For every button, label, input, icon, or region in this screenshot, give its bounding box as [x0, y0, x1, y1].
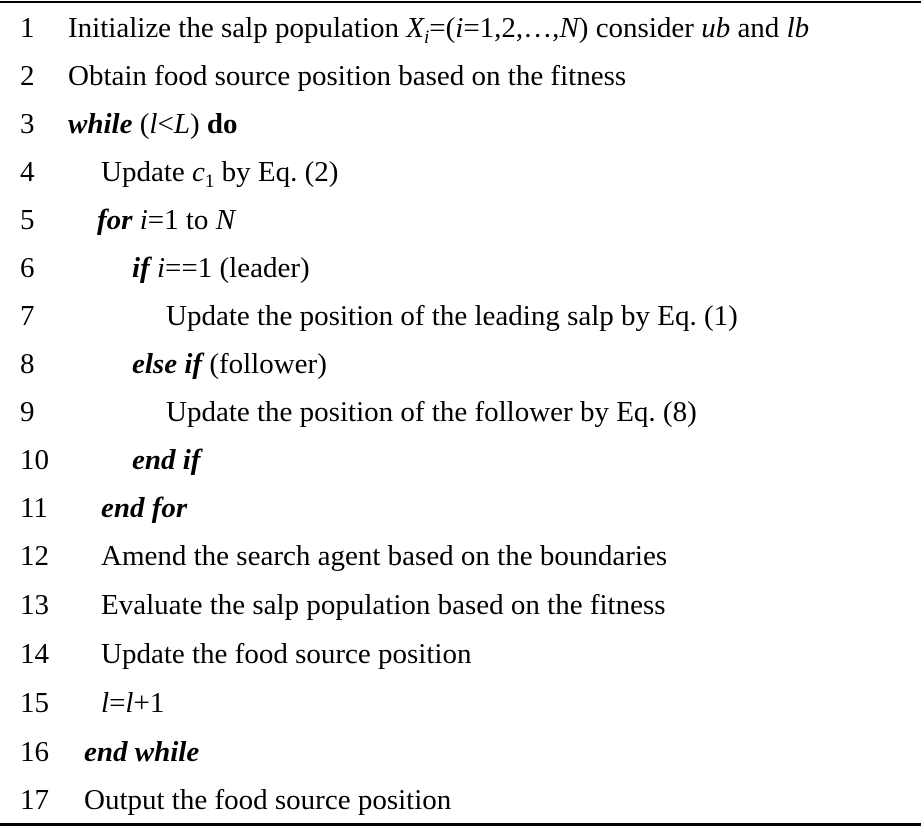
variable-i: i — [156, 252, 166, 284]
line-number: 10 — [20, 444, 49, 476]
operator: < — [157, 108, 174, 140]
top-rule — [0, 1, 921, 3]
subscript-i: i — [423, 27, 430, 48]
line-code — [132, 244, 310, 292]
code-text: ) — [189, 108, 207, 140]
keyword-else-if: else if — [132, 348, 203, 380]
code-text: =( — [429, 12, 456, 44]
line-code — [68, 4, 809, 52]
line-code — [101, 679, 164, 727]
keyword-for: for — [97, 204, 133, 236]
line-code — [132, 340, 327, 388]
line-number: 4 — [20, 156, 35, 188]
algorithm-line-14 — [0, 630, 921, 678]
line-number: 2 — [20, 60, 35, 92]
algorithm-line-5 — [0, 196, 921, 244]
code-text: =1,2,…, — [463, 12, 560, 44]
line-code: Obtain food source position based on the fitness — [68, 60, 627, 92]
algorithm-line-7 — [0, 292, 921, 340]
line-code: Amend the search agent based on the boundaries — [101, 540, 668, 572]
bottom-rule — [0, 823, 921, 826]
line-code — [68, 100, 238, 148]
variable-l: l — [149, 108, 158, 140]
code-text: ==1 (leader) — [165, 252, 310, 284]
keyword-do: do — [206, 108, 238, 140]
variable-n: N — [215, 204, 236, 236]
algorithm-line-1 — [0, 4, 921, 52]
code-text: +1 — [133, 687, 165, 719]
code-text: ) consider — [578, 12, 702, 44]
code-text — [150, 252, 157, 284]
line-code: Update the position of the follower by Eq. (8) — [166, 396, 697, 428]
line-number: 12 — [20, 540, 49, 572]
line-code — [97, 196, 235, 244]
code-text: Update — [101, 156, 192, 188]
algorithm-line-17 — [0, 776, 921, 824]
code-text: =1 to — [147, 204, 216, 236]
algorithm-line-2 — [0, 52, 921, 100]
variable-l: l — [125, 687, 134, 719]
keyword-end-for: end for — [101, 492, 188, 524]
line-number: 17 — [20, 784, 49, 816]
line-code — [101, 148, 338, 196]
line-number: 5 — [20, 204, 35, 236]
line-code: Output the food source position — [84, 784, 452, 816]
variable-ub: ub — [701, 12, 731, 44]
keyword-if: if — [132, 252, 150, 284]
line-number: 9 — [20, 396, 35, 428]
line-code: Update the position of the leading salp by Eq. (1) — [166, 300, 738, 332]
code-text: = — [109, 687, 126, 719]
line-number: 14 — [20, 638, 49, 670]
variable-L: L — [173, 108, 190, 140]
line-number: 16 — [20, 736, 49, 768]
code-text: and — [730, 12, 787, 44]
code-text: ( — [132, 108, 150, 140]
algorithm-line-4 — [0, 148, 921, 196]
keyword-end-while: end while — [84, 736, 200, 768]
variable-lb: lb — [786, 12, 810, 44]
variable-i: i — [455, 12, 464, 44]
line-number: 8 — [20, 348, 35, 380]
code-text: by Eq. (2) — [214, 156, 339, 188]
algorithm-line-10 — [0, 436, 921, 484]
algorithm-line-6 — [0, 244, 921, 292]
line-number: 1 — [20, 12, 35, 44]
algorithm-line-16 — [0, 728, 921, 776]
algorithm-line-15 — [0, 679, 921, 727]
algorithm-line-11 — [0, 484, 921, 532]
line-code: Evaluate the salp population based on the fitness — [101, 589, 666, 621]
code-text: (follower) — [202, 348, 327, 380]
line-number: 11 — [20, 492, 48, 524]
keyword-end-if: end if — [132, 444, 201, 476]
line-code: Update the food source position — [101, 638, 472, 670]
algorithm-line-8 — [0, 340, 921, 388]
line-number: 7 — [20, 300, 35, 332]
variable-c: c — [192, 156, 205, 188]
line-number: 3 — [20, 108, 35, 140]
line-number: 13 — [20, 589, 49, 621]
algorithm-line-12 — [0, 532, 921, 580]
variable-i: i — [139, 204, 148, 236]
algorithm-line-13 — [0, 581, 921, 629]
line-number: 6 — [20, 252, 35, 284]
code-text — [132, 204, 139, 236]
line-number: 15 — [20, 687, 49, 719]
variable-x: X — [406, 12, 424, 44]
variable-l: l — [101, 687, 110, 719]
code-text: Initialize the salp population — [68, 12, 407, 44]
algorithm-line-3 — [0, 100, 921, 148]
variable-n: N — [559, 12, 579, 44]
algorithm-line-9 — [0, 388, 921, 436]
subscript-1: 1 — [204, 171, 215, 192]
keyword-while: while — [68, 108, 133, 140]
